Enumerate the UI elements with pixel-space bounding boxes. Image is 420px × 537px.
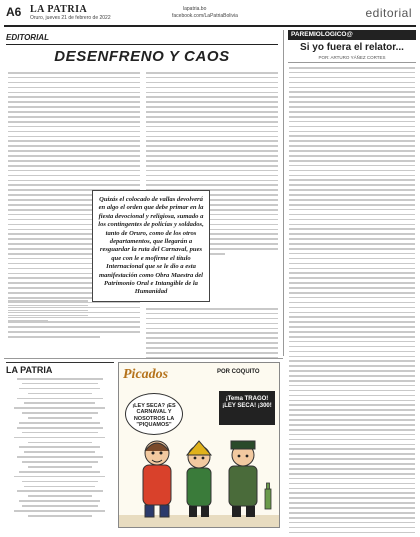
credits-box [6, 362, 114, 529]
cartoon-signature: POR COQUITO [217, 369, 260, 375]
pull-quote: Quizás el colocado de vallas devolverá en algo el orden que debe primar en la fiesta devocional y religiosa, sumado a los contingentes de policías y soldados, tanto de Oruro, como de los otros departamentos, que llegarán a resguardar la ruta del Carnaval, pues que con le e mofirme el título Internacional que se le dio a esta manifestación como Obra Maestra del Patrimonio Oral e Intangible de la Humanidad [92, 190, 210, 302]
credits-text [6, 378, 114, 517]
column-byline: POR: ARTURO YÁÑEZ CORTES [318, 55, 386, 60]
editorial-label-rule [6, 44, 278, 45]
speech-bubble-left: ¡LEY SECA? ¡ES CARNAVAL Y NOSOTROS LA "PIQUAMOS" [125, 393, 183, 435]
column-text [289, 67, 415, 537]
masthead: LA PATRIA [30, 4, 88, 15]
column-rule [288, 62, 416, 63]
credits-masthead: LA PATRIA [6, 365, 53, 375]
date-line: Oruro, jueves 21 de febrero de 2022 [30, 15, 111, 21]
header-rule [4, 25, 416, 27]
speech-bubble-right: ¡Tema TRAGO! ¡LEY SECA! ¡300! [219, 391, 275, 425]
section-name: editorial [365, 6, 412, 20]
editorial-text-bottom [8, 300, 88, 324]
column-title: Si yo fuera el relator... [300, 42, 404, 53]
web-address: lapatria.bo [183, 6, 207, 12]
cartoon-logo: Picados [123, 367, 169, 382]
column-divider [283, 30, 284, 356]
cartoon-panel [118, 362, 280, 528]
column-label: PAREMIOLOGICO@ [288, 30, 416, 40]
section-rule [4, 358, 283, 359]
social-link[interactable]: facebook.com/LaPatriaBolivia [172, 13, 238, 19]
editorial-label: EDITORIAL [6, 33, 49, 42]
cartoon-drawing [119, 433, 279, 527]
editorial-title: DESENFRENO Y CAOS [54, 48, 230, 65]
page-number: A6 [6, 5, 22, 19]
